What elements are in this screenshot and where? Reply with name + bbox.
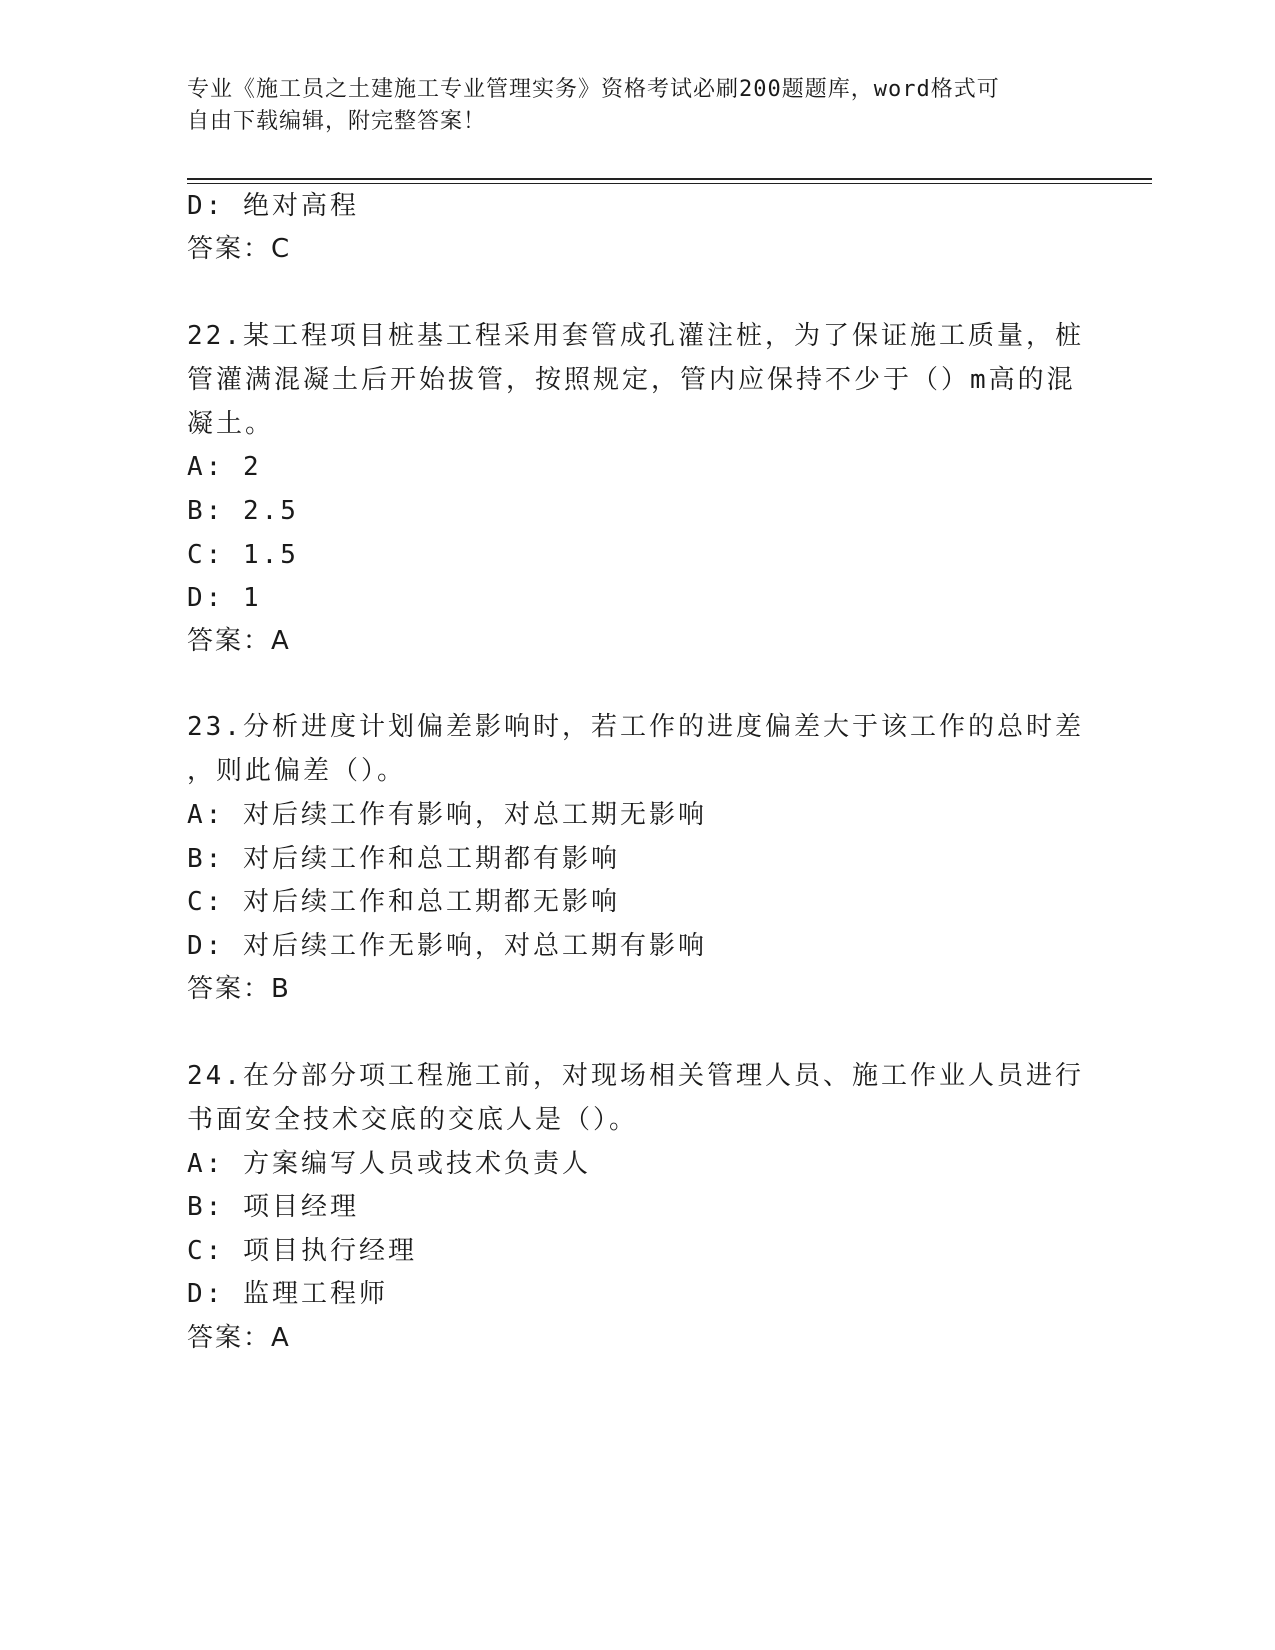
prev-option-d: D: 绝对高程: [187, 191, 359, 221]
q23-option-c: C: 对后续工作和总工期都无影响: [187, 887, 620, 917]
header-line-2: 自由下载编辑，附完整答案！: [187, 109, 487, 134]
q23-option-a: A: 对后续工作有影响，对总工期无影响: [187, 800, 707, 830]
q22-answer: 答案：A: [187, 626, 291, 656]
header-line-1: 专业《施工员之土建施工专业管理实务》资格考试必刷200题题库，word格式可: [187, 77, 1000, 102]
q22-option-a: A: 2: [187, 452, 262, 482]
page-header: [187, 74, 1087, 138]
q23-answer: 答案：B: [187, 974, 291, 1004]
q24-answer: 答案：A: [187, 1323, 291, 1353]
q24-option-c: C: 项目执行经理: [187, 1236, 417, 1266]
q24-text-line-1: 24.在分部分项工程施工前，对现场相关管理人员、施工作业人员进行: [187, 1061, 1084, 1091]
q23-option-d: D: 对后续工作无影响，对总工期有影响: [187, 931, 707, 961]
q22-option-b: B: 2.5: [187, 496, 299, 526]
header-rule-thick: [187, 178, 1152, 180]
q23-text-line-1: 23.分析进度计划偏差影响时，若工作的进度偏差大于该工作的总时差: [187, 712, 1084, 742]
q22-text-line-2: 管灌满混凝土后开始拔管，按照规定，管内应保持不少于（）m高的混: [187, 365, 1076, 395]
header-rule-thin: [187, 183, 1152, 184]
q22-option-d: D: 1: [187, 583, 262, 613]
q24-option-a: A: 方案编写人员或技术负责人: [187, 1149, 591, 1179]
q24-option-b: B: 项目经理: [187, 1192, 359, 1222]
q24-text-line-2: 书面安全技术交底的交底人是（）。: [187, 1105, 639, 1135]
prev-answer: 答案：C: [187, 234, 292, 264]
q22-text-line-3: 凝土。: [187, 409, 275, 439]
q24-option-d: D: 监理工程师: [187, 1279, 388, 1309]
q23-option-b: B: 对后续工作和总工期都有影响: [187, 844, 620, 874]
q22-text-line-1: 22.某工程项目桩基工程采用套管成孔灌注桩，为了保证施工质量，桩: [187, 321, 1084, 351]
q22-option-c: C: 1.5: [187, 540, 299, 570]
q23-text-line-2: ，则此偏差（）。: [187, 756, 407, 786]
